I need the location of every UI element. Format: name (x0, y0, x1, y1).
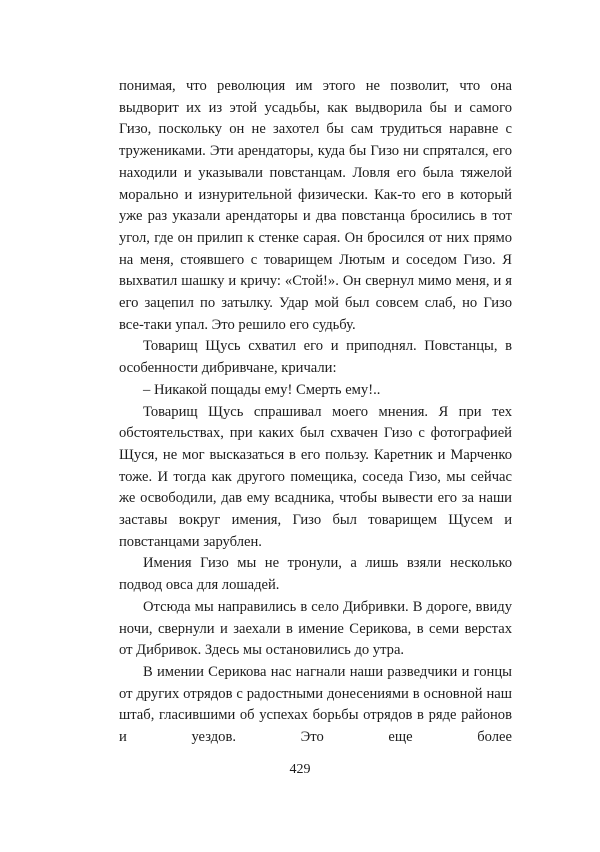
paragraph: – Никакой пощады ему! Смерть ему!.. (143, 381, 381, 398)
paragraph: Товарищ Щусь схватил его и приподнял. Повстанцы, в особенности дибривчане, кричали: (119, 338, 512, 377)
paragraph: понимая, что революция им этого не позволит, что она выдворит их из этой усадьбы, как выдворила бы и самого Гизо, поскольку он не захотел бы сам трудиться наравне с тружениками. Эти арендаторы, куда бы Гизо ни спрятался, его находили и указывали повстанцам. Ловля его была тяжелой морально и изнурительной физически. Как-то его в который уже раз указали арендаторы и два повстанца бросились в тот угол, где он прилип к стенке сарая. Он бросился от них прямо на меня, стоявшего с товарищем Лютым и соседом Гизо. Я выхватил шашку и кричу: «Стой!». Он свернул мимо меня, и я его зацепил по затылку. Удар мой был совсем слаб, но Гизо все-таки упал. Это решило его судьбу. (119, 78, 512, 333)
paragraph: Отсюда мы направились в село Дибривки. В дороге, ввиду ночи, свернули и заехали в имение Серикова, в семи верстах от Дибривок. Здесь мы остановились до утра. (119, 598, 512, 659)
body-text (119, 76, 512, 749)
paragraph: В имении Серикова нас нагнали наши разведчики и гонцы от других отрядов с радостными донесениями в основной наш штаб, гласившими об успехах борьбы отрядов в ряде районов и уездов. Это еще более (119, 663, 512, 746)
page-number: 429 (289, 762, 311, 777)
paragraph: Товарищ Щусь спрашивал моего мнения. Я при тех обстоятельствах, при каких был схвачен Гизо с фотографией Щуся, не мог высказаться в его пользу. Каретник и Марченко тоже. И тогда как другого помещика, соседа Гизо, мы сейчас же освободили, дав ему всадника, чтобы вывести его за наши заставы вокруг имения, Гизо был товарищем Щусем и повстанцами зарублен. (119, 403, 512, 550)
paragraph: Имения Гизо мы не тронули, а лишь взяли несколько подвод овса для лошадей. (119, 555, 512, 594)
